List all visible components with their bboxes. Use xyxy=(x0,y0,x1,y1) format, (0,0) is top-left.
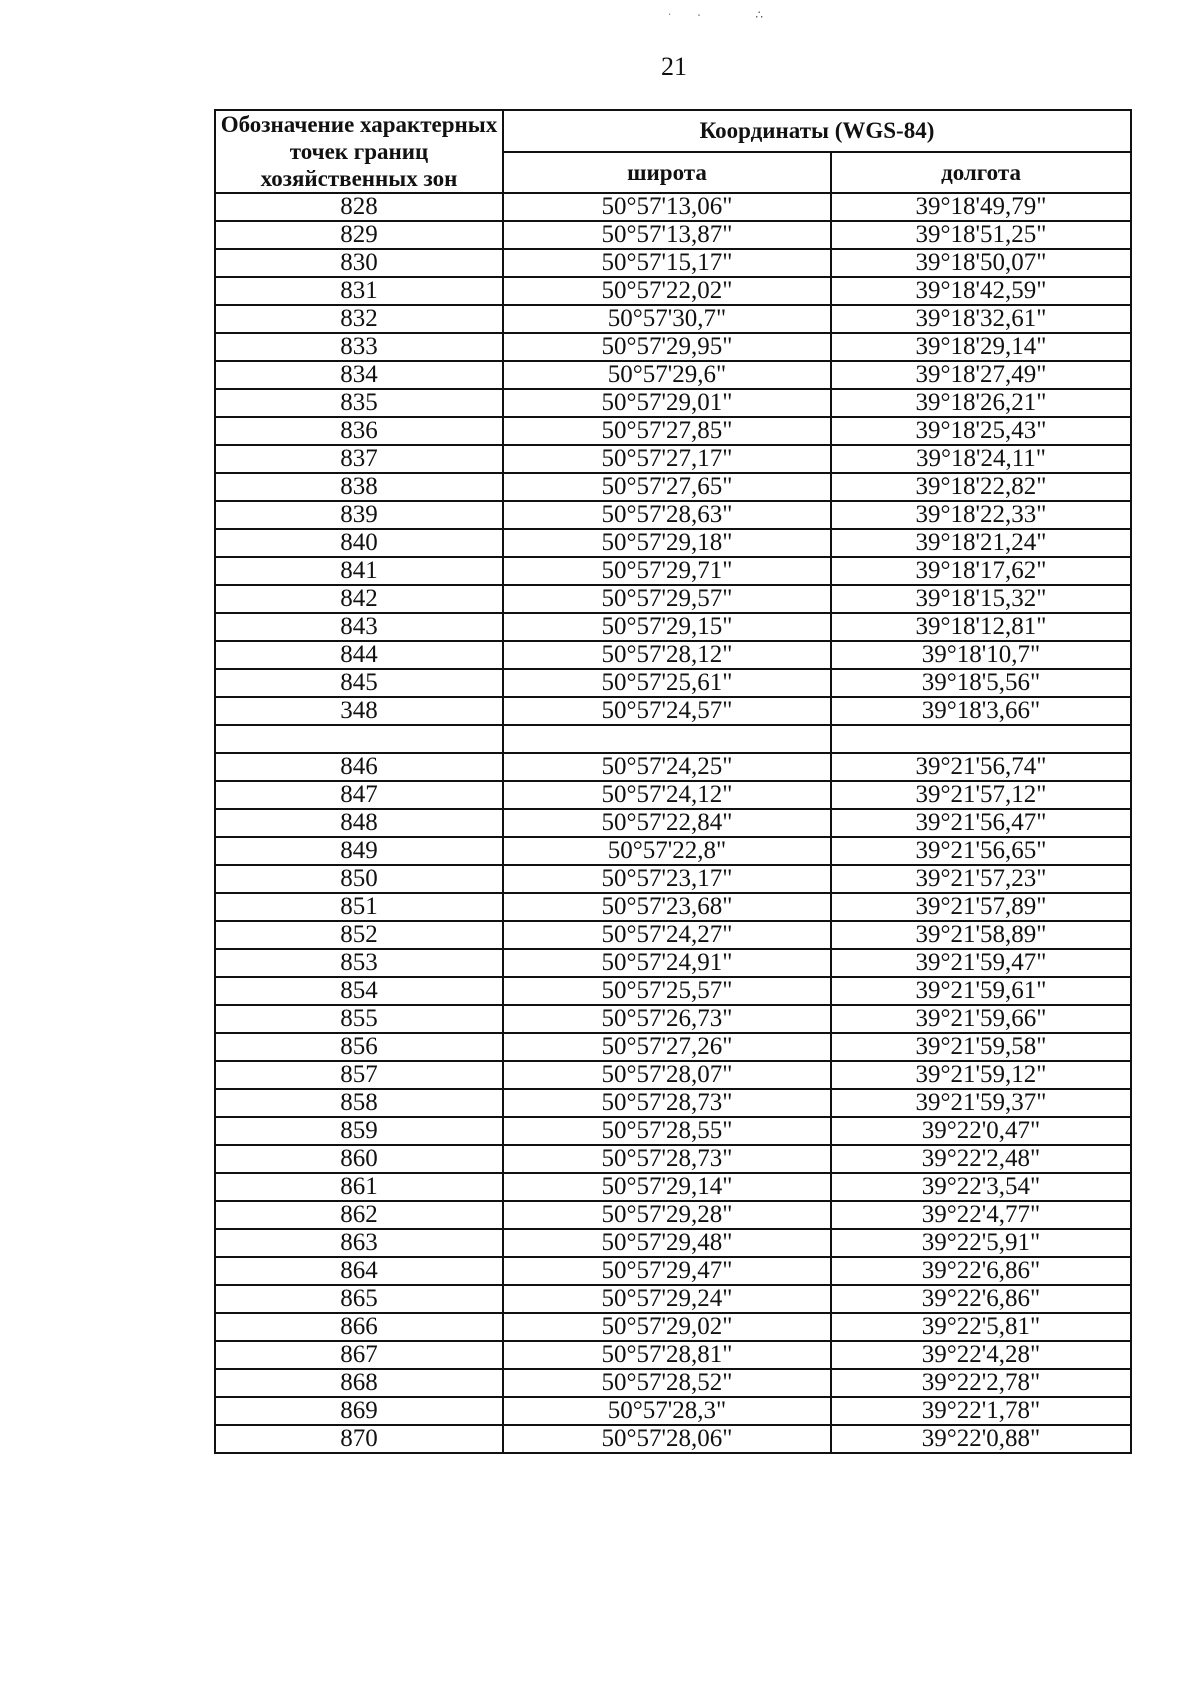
point-id-cell: 848 xyxy=(215,809,503,837)
table-row xyxy=(215,1397,1131,1425)
longitude-cell: 39°21'56,74" xyxy=(831,753,1131,781)
point-id-cell: 842 xyxy=(215,585,503,613)
table-row xyxy=(215,473,1131,501)
longitude-cell: 39°18'50,07" xyxy=(831,249,1131,277)
longitude-cell: 39°18'12,81" xyxy=(831,613,1131,641)
longitude-cell: 39°18'42,59" xyxy=(831,277,1131,305)
point-id-cell: 867 xyxy=(215,1341,503,1369)
header-latitude-label: широта xyxy=(503,152,831,194)
table-row xyxy=(215,249,1131,277)
point-id-cell: 836 xyxy=(215,417,503,445)
longitude-cell: 39°21'58,89" xyxy=(831,921,1131,949)
table-row xyxy=(215,305,1131,333)
point-id-cell: 851 xyxy=(215,893,503,921)
table-row xyxy=(215,697,1131,725)
latitude-cell: 50°57'28,12" xyxy=(503,641,831,669)
latitude-cell: 50°57'29,14" xyxy=(503,1173,831,1201)
table-row xyxy=(215,557,1131,585)
longitude-cell: 39°18'22,82" xyxy=(831,473,1131,501)
table-row xyxy=(215,1089,1131,1117)
point-id-cell: 865 xyxy=(215,1285,503,1313)
longitude-cell: 39°22'2,48" xyxy=(831,1145,1131,1173)
point-id-cell: 843 xyxy=(215,613,503,641)
latitude-cell: 50°57'27,17" xyxy=(503,445,831,473)
longitude-cell: 39°22'1,78" xyxy=(831,1397,1131,1425)
latitude-cell: 50°57'13,06" xyxy=(503,193,831,221)
longitude-cell: 39°18'22,33" xyxy=(831,501,1131,529)
table-row xyxy=(215,865,1131,893)
point-id-cell: 860 xyxy=(215,1145,503,1173)
point-id-cell: 839 xyxy=(215,501,503,529)
coordinates-table xyxy=(214,109,1132,1454)
latitude-cell: 50°57'29,15" xyxy=(503,613,831,641)
latitude-cell: 50°57'24,57" xyxy=(503,697,831,725)
table-row xyxy=(215,1425,1131,1453)
table-row xyxy=(215,501,1131,529)
latitude-cell: 50°57'28,55" xyxy=(503,1117,831,1145)
point-id-cell: 862 xyxy=(215,1201,503,1229)
point-id-cell: 832 xyxy=(215,305,503,333)
table-row xyxy=(215,1285,1131,1313)
longitude-cell: 39°18'5,56" xyxy=(831,669,1131,697)
longitude-cell: 39°18'21,24" xyxy=(831,529,1131,557)
latitude-cell: 50°57'25,61" xyxy=(503,669,831,697)
point-id-cell: 828 xyxy=(215,193,503,221)
longitude-cell: 39°22'6,86" xyxy=(831,1257,1131,1285)
latitude-cell: 50°57'29,02" xyxy=(503,1313,831,1341)
point-id-cell: 869 xyxy=(215,1397,503,1425)
point-id-cell: 861 xyxy=(215,1173,503,1201)
longitude-cell: 39°18'29,14" xyxy=(831,333,1131,361)
table-row xyxy=(215,1257,1131,1285)
latitude-cell xyxy=(503,725,831,753)
longitude-cell: 39°18'27,49" xyxy=(831,361,1131,389)
latitude-cell: 50°57'24,12" xyxy=(503,781,831,809)
table-row xyxy=(215,585,1131,613)
longitude-cell: 39°21'56,65" xyxy=(831,837,1131,865)
longitude-cell: 39°22'2,78" xyxy=(831,1369,1131,1397)
longitude-cell: 39°21'59,12" xyxy=(831,1061,1131,1089)
latitude-cell: 50°57'29,01" xyxy=(503,389,831,417)
longitude-cell: 39°18'32,61" xyxy=(831,305,1131,333)
latitude-cell: 50°57'29,18" xyxy=(503,529,831,557)
point-id-cell: 837 xyxy=(215,445,503,473)
point-id-cell: 845 xyxy=(215,669,503,697)
longitude-cell: 39°18'26,21" xyxy=(831,389,1131,417)
table-row xyxy=(215,1173,1131,1201)
longitude-cell: 39°22'5,81" xyxy=(831,1313,1131,1341)
latitude-cell: 50°57'22,8" xyxy=(503,837,831,865)
table-row xyxy=(215,641,1131,669)
table-row xyxy=(215,1145,1131,1173)
longitude-cell: 39°22'4,28" xyxy=(831,1341,1131,1369)
point-id-cell: 838 xyxy=(215,473,503,501)
longitude-cell: 39°18'15,32" xyxy=(831,585,1131,613)
longitude-cell: 39°18'51,25" xyxy=(831,221,1131,249)
table-row xyxy=(215,781,1131,809)
longitude-cell: 39°18'25,43" xyxy=(831,417,1131,445)
table-row xyxy=(215,977,1131,1005)
header-longitude-label: долгота xyxy=(831,152,1131,194)
longitude-cell: 39°18'49,79" xyxy=(831,193,1131,221)
latitude-cell: 50°57'29,71" xyxy=(503,557,831,585)
table-row xyxy=(215,529,1131,557)
longitude-cell: 39°18'17,62" xyxy=(831,557,1131,585)
latitude-cell: 50°57'28,06" xyxy=(503,1425,831,1453)
latitude-cell: 50°57'26,73" xyxy=(503,1005,831,1033)
table-row xyxy=(215,1033,1131,1061)
point-id-cell: 829 xyxy=(215,221,503,249)
table-row xyxy=(215,417,1131,445)
table-row xyxy=(215,809,1131,837)
latitude-cell: 50°57'29,48" xyxy=(503,1229,831,1257)
point-id-cell: 833 xyxy=(215,333,503,361)
latitude-cell: 50°57'29,95" xyxy=(503,333,831,361)
point-id-cell: 868 xyxy=(215,1369,503,1397)
table-row xyxy=(215,1369,1131,1397)
point-id-cell: 849 xyxy=(215,837,503,865)
point-id-cell: 857 xyxy=(215,1061,503,1089)
point-id-cell: 855 xyxy=(215,1005,503,1033)
table-row xyxy=(215,1313,1131,1341)
table-row xyxy=(215,921,1131,949)
point-id-cell: 835 xyxy=(215,389,503,417)
point-id-cell: 870 xyxy=(215,1425,503,1453)
point-id-cell: 844 xyxy=(215,641,503,669)
point-id-cell: 864 xyxy=(215,1257,503,1285)
table-row xyxy=(215,1341,1131,1369)
point-id-cell: 858 xyxy=(215,1089,503,1117)
longitude-cell: 39°21'59,61" xyxy=(831,977,1131,1005)
latitude-cell: 50°57'24,91" xyxy=(503,949,831,977)
table-row xyxy=(215,753,1131,781)
longitude-cell: 39°18'3,66" xyxy=(831,697,1131,725)
longitude-cell: 39°21'59,47" xyxy=(831,949,1131,977)
longitude-cell: 39°21'57,12" xyxy=(831,781,1131,809)
longitude-cell: 39°21'57,89" xyxy=(831,893,1131,921)
table-row xyxy=(215,949,1131,977)
latitude-cell: 50°57'24,27" xyxy=(503,921,831,949)
longitude-cell: 39°22'0,47" xyxy=(831,1117,1131,1145)
longitude-cell: 39°18'10,7" xyxy=(831,641,1131,669)
table-row xyxy=(215,669,1131,697)
point-id-cell: 856 xyxy=(215,1033,503,1061)
table-row xyxy=(215,613,1131,641)
point-id-cell: 854 xyxy=(215,977,503,1005)
latitude-cell: 50°57'29,47" xyxy=(503,1257,831,1285)
table-row xyxy=(215,333,1131,361)
table-row xyxy=(215,1005,1131,1033)
latitude-cell: 50°57'27,85" xyxy=(503,417,831,445)
table-row xyxy=(215,1229,1131,1257)
point-id-cell: 863 xyxy=(215,1229,503,1257)
table-row xyxy=(215,1117,1131,1145)
latitude-cell: 50°57'29,28" xyxy=(503,1201,831,1229)
table-row xyxy=(215,837,1131,865)
table-row xyxy=(215,893,1131,921)
latitude-cell: 50°57'28,52" xyxy=(503,1369,831,1397)
latitude-cell: 50°57'22,84" xyxy=(503,809,831,837)
point-id-cell: 840 xyxy=(215,529,503,557)
point-id-cell: 831 xyxy=(215,277,503,305)
point-id-cell xyxy=(215,725,503,753)
longitude-cell: 39°22'4,77" xyxy=(831,1201,1131,1229)
longitude-cell: 39°21'56,47" xyxy=(831,809,1131,837)
point-id-cell: 859 xyxy=(215,1117,503,1145)
longitude-cell: 39°22'0,88" xyxy=(831,1425,1131,1453)
latitude-cell: 50°57'28,73" xyxy=(503,1145,831,1173)
latitude-cell: 50°57'29,24" xyxy=(503,1285,831,1313)
point-id-cell: 841 xyxy=(215,557,503,585)
point-id-cell: 834 xyxy=(215,361,503,389)
latitude-cell: 50°57'28,63" xyxy=(503,501,831,529)
latitude-cell: 50°57'25,57" xyxy=(503,977,831,1005)
latitude-cell: 50°57'29,57" xyxy=(503,585,831,613)
longitude-cell xyxy=(831,725,1131,753)
table-row xyxy=(215,445,1131,473)
point-id-cell: 852 xyxy=(215,921,503,949)
latitude-cell: 50°57'28,3" xyxy=(503,1397,831,1425)
table-row xyxy=(215,221,1131,249)
latitude-cell: 50°57'13,87" xyxy=(503,221,831,249)
point-id-cell: 348 xyxy=(215,697,503,725)
table-row xyxy=(215,361,1131,389)
latitude-cell: 50°57'15,17" xyxy=(503,249,831,277)
latitude-cell: 50°57'23,17" xyxy=(503,865,831,893)
latitude-cell: 50°57'29,6" xyxy=(503,361,831,389)
longitude-cell: 39°22'6,86" xyxy=(831,1285,1131,1313)
latitude-cell: 50°57'24,25" xyxy=(503,753,831,781)
table-body xyxy=(215,193,1131,1453)
point-id-cell: 830 xyxy=(215,249,503,277)
page-number: 21 xyxy=(661,52,687,81)
header-coordinates-label: Координаты (WGS-84) xyxy=(503,110,1131,152)
header-point-label: Обозначение характерных точек границ хозяйственных зон xyxy=(215,110,503,193)
point-id-cell: 866 xyxy=(215,1313,503,1341)
longitude-cell: 39°22'5,91" xyxy=(831,1229,1131,1257)
longitude-cell: 39°21'59,37" xyxy=(831,1089,1131,1117)
table-row xyxy=(215,725,1131,753)
table-row xyxy=(215,193,1131,221)
latitude-cell: 50°57'27,26" xyxy=(503,1033,831,1061)
latitude-cell: 50°57'23,68" xyxy=(503,893,831,921)
latitude-cell: 50°57'28,73" xyxy=(503,1089,831,1117)
longitude-cell: 39°21'59,58" xyxy=(831,1033,1131,1061)
table-row xyxy=(215,277,1131,305)
longitude-cell: 39°21'57,23" xyxy=(831,865,1131,893)
latitude-cell: 50°57'22,02" xyxy=(503,277,831,305)
longitude-cell: 39°22'3,54" xyxy=(831,1173,1131,1201)
latitude-cell: 50°57'30,7" xyxy=(503,305,831,333)
longitude-cell: 39°18'24,11" xyxy=(831,445,1131,473)
table-row xyxy=(215,1061,1131,1089)
latitude-cell: 50°57'28,81" xyxy=(503,1341,831,1369)
point-id-cell: 853 xyxy=(215,949,503,977)
longitude-cell: 39°21'59,66" xyxy=(831,1005,1131,1033)
latitude-cell: 50°57'28,07" xyxy=(503,1061,831,1089)
table-row xyxy=(215,1201,1131,1229)
scan-marks: ˑ∙ ∴ xyxy=(668,8,789,22)
point-id-cell: 846 xyxy=(215,753,503,781)
latitude-cell: 50°57'27,65" xyxy=(503,473,831,501)
point-id-cell: 850 xyxy=(215,865,503,893)
table-row xyxy=(215,389,1131,417)
point-id-cell: 847 xyxy=(215,781,503,809)
table-header xyxy=(215,110,1131,193)
